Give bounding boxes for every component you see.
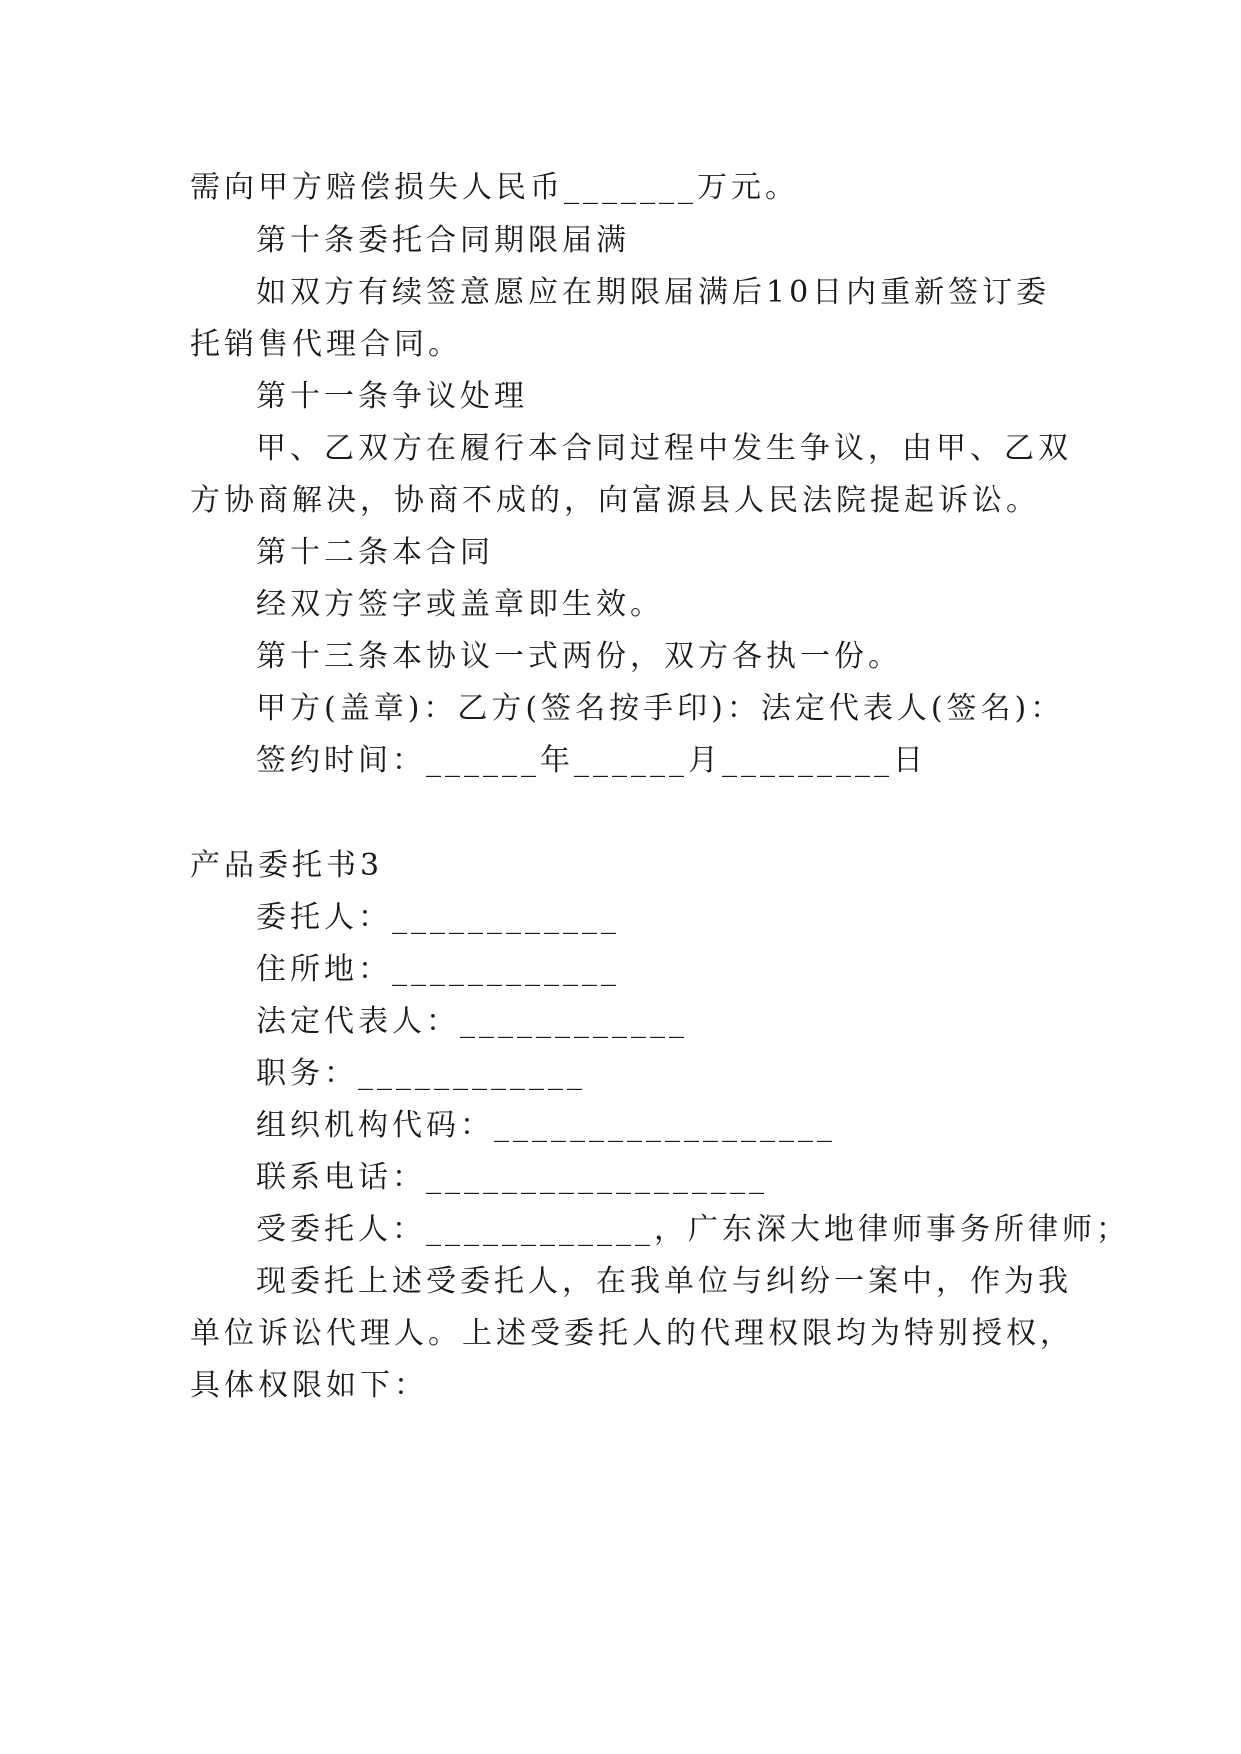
paragraph-compensation: 需向甲方赔偿损失人民币_______万元。: [190, 170, 799, 205]
signature-parties-line: 甲方(盖章)：乙方(签名按手印)：法定代表人(签名)：: [256, 691, 1065, 726]
paragraph-effective: 经双方签字或盖章即生效。: [256, 587, 664, 622]
field-agent: 受委托人：____________，广东深大地律师事务所律师；: [256, 1212, 1130, 1247]
field-principal: 委托人：____________: [256, 900, 620, 935]
paragraph-renewal-line-2: 托销售代理合同。: [190, 327, 462, 362]
field-domicile: 住所地：____________: [256, 952, 620, 987]
paragraph-renewal-line-1: 如双方有续签意愿应在期限届满后10日内重新签订委: [256, 275, 1051, 310]
paragraph-dispute-line-1: 甲、乙双方在履行本合同过程中发生争议，由甲、乙双: [256, 431, 1072, 466]
paragraph-dispute-line-2: 方协商解决，协商不成的，向富源县人民法院提起诉讼。: [190, 483, 1040, 518]
paragraph-authorization-line-3: 具体权限如下：: [190, 1368, 428, 1403]
signing-date-line: 签约时间：______年______月_________日: [256, 743, 927, 778]
paragraph-article-13: 第十三条本协议一式两份，双方各执一份。: [256, 639, 902, 674]
heading-article-10: 第十条委托合同期限届满: [256, 223, 630, 258]
section-title-product-commission-3: 产品委托书3: [190, 848, 384, 883]
field-organization-code: 组织机构代码：__________________: [256, 1108, 836, 1143]
heading-article-11: 第十一条争议处理: [256, 379, 528, 414]
paragraph-authorization-line-2: 单位诉讼代理人。上述受委托人的代理权限均为特别授权，: [190, 1316, 1074, 1351]
field-legal-representative: 法定代表人：____________: [256, 1004, 688, 1039]
heading-article-12: 第十二条本合同: [256, 535, 494, 570]
field-position: 职务：____________: [256, 1056, 586, 1091]
field-contact-phone: 联系电话：__________________: [256, 1160, 768, 1195]
paragraph-authorization-line-1: 现委托上述受委托人，在我单位与纠纷一案中，作为我: [256, 1264, 1072, 1299]
